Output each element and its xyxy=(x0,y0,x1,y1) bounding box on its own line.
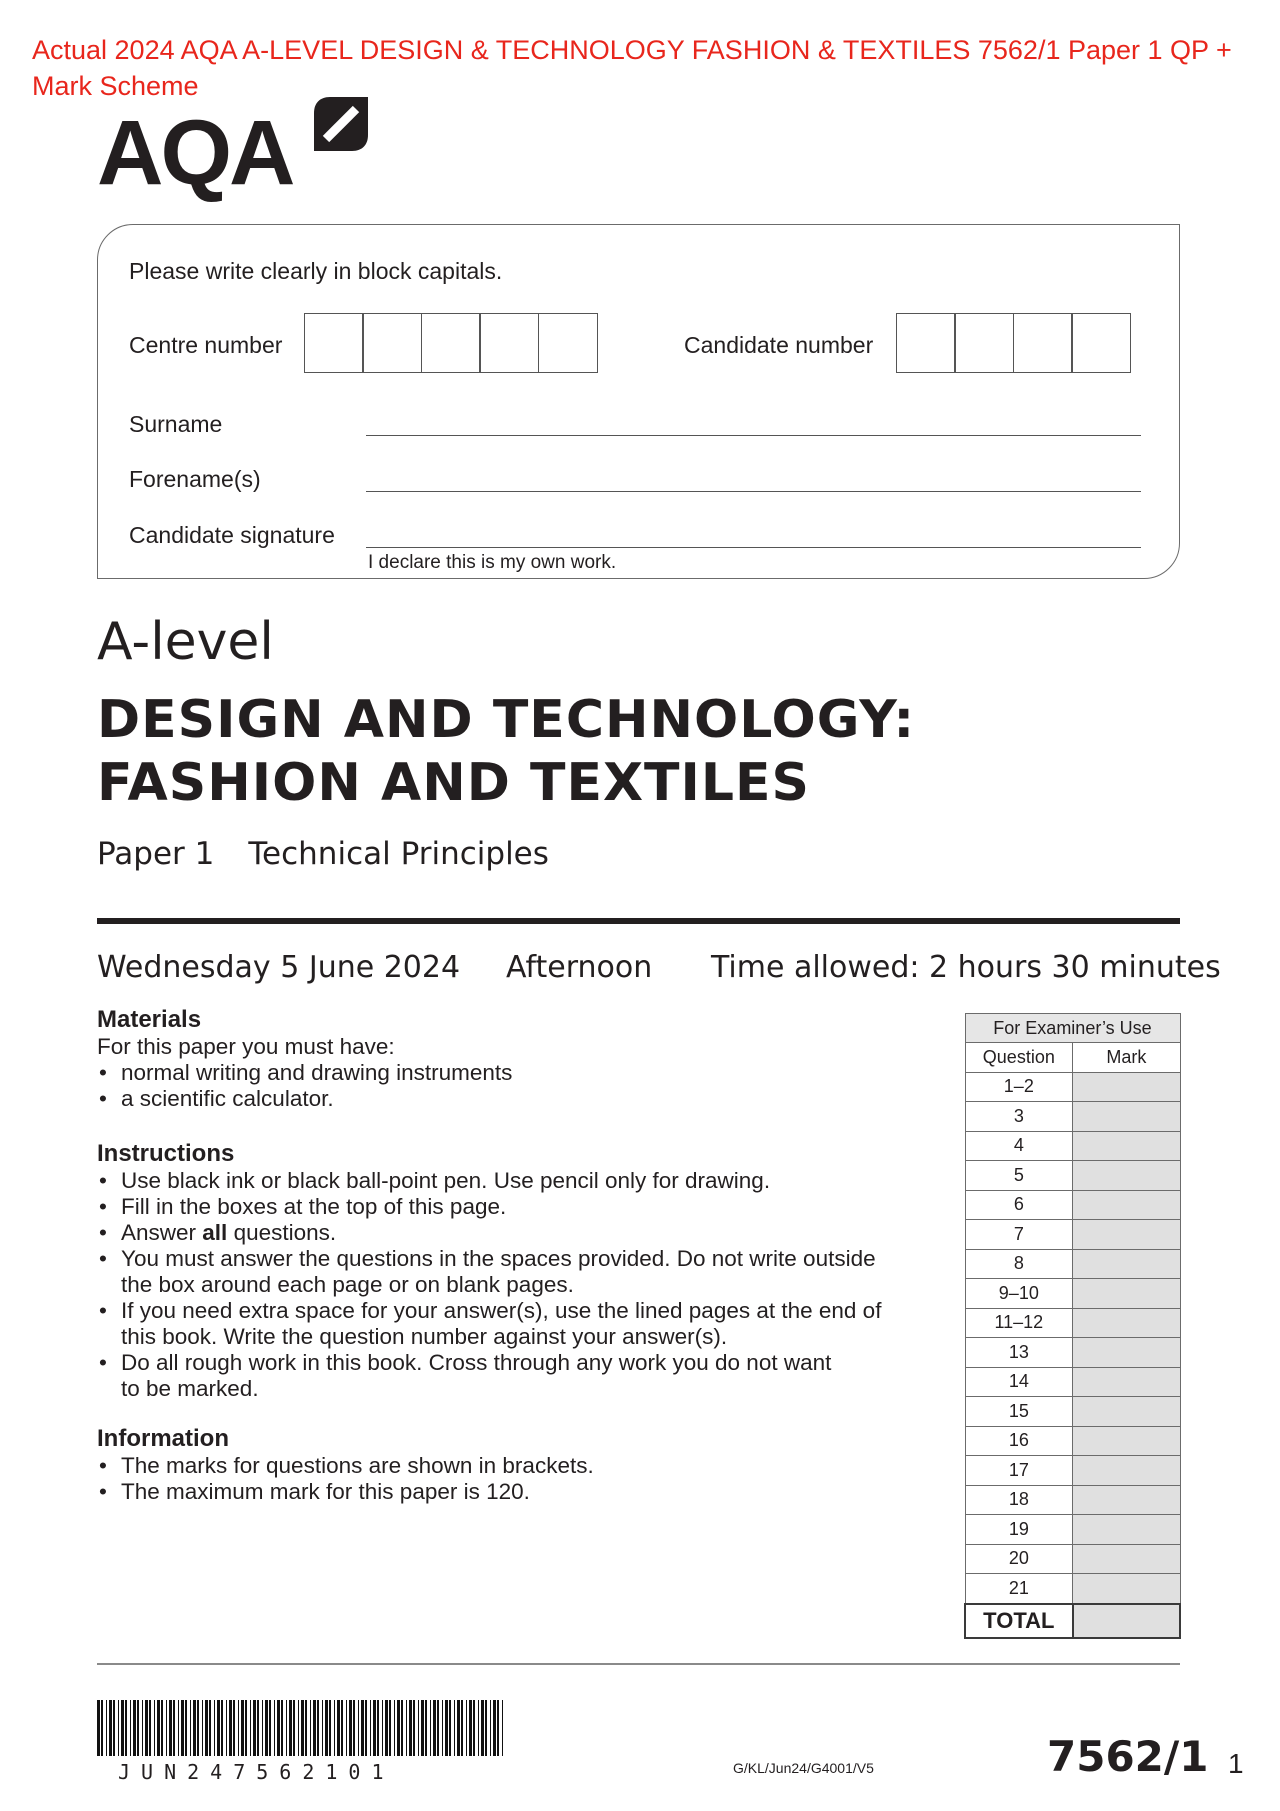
barcode-bar xyxy=(289,1700,292,1756)
barcode-bar xyxy=(385,1700,388,1756)
barcode-bar xyxy=(241,1700,244,1756)
centre-number-digit[interactable] xyxy=(479,313,539,373)
materials-section xyxy=(97,1006,947,1112)
footer-divider xyxy=(97,1663,1180,1665)
centre-number-digit[interactable] xyxy=(362,313,422,373)
barcode-bar xyxy=(373,1700,376,1756)
surname-field[interactable] xyxy=(366,435,1141,436)
list-item: • The maximum mark for this paper is 120. xyxy=(97,1479,947,1505)
surname-label: Surname xyxy=(129,411,223,437)
centre-number-boxes[interactable] xyxy=(305,313,598,373)
table-row xyxy=(965,1220,1180,1250)
question-cell: 13 xyxy=(965,1338,1073,1368)
table-row xyxy=(965,1072,1180,1102)
barcode-bar xyxy=(490,1700,491,1756)
barcode-bar xyxy=(217,1700,220,1756)
barcode-bar xyxy=(493,1700,496,1756)
barcode-bar xyxy=(166,1700,167,1756)
subject-title-line1: DESIGN AND TECHNOLOGY: xyxy=(97,690,916,750)
barcode-bar xyxy=(202,1700,203,1756)
signature-label: Candidate signature xyxy=(129,522,335,548)
mark-cell[interactable] xyxy=(1073,1308,1180,1338)
question-cell: 5 xyxy=(965,1161,1073,1191)
barcode-bar xyxy=(178,1700,179,1756)
barcode-bar xyxy=(106,1700,107,1756)
question-cell: 11–12 xyxy=(965,1308,1073,1338)
mark-cell[interactable] xyxy=(1073,1279,1180,1309)
mark-cell[interactable] xyxy=(1073,1249,1180,1279)
paper-code: 7562/1 xyxy=(1047,1732,1209,1781)
barcode-bar xyxy=(481,1700,484,1756)
barcode-bar xyxy=(389,1700,391,1756)
barcode-bar xyxy=(337,1700,340,1756)
candidate-details-box xyxy=(97,224,1180,579)
table-row xyxy=(965,1367,1180,1397)
barcode-bar xyxy=(301,1700,304,1756)
list-item: • The marks for questions are shown in brackets. xyxy=(97,1453,947,1479)
exam-session: Afternoon xyxy=(506,950,653,985)
document-banner: Actual 2024 AQA A-LEVEL DESIGN & TECHNOLOGY FASHION & TEXTILES 7562/1 Paper 1 QP + Mark Scheme xyxy=(32,35,1232,101)
mark-cell[interactable] xyxy=(1073,1338,1180,1368)
mark-cell[interactable] xyxy=(1073,1485,1180,1515)
barcode-bar xyxy=(286,1700,287,1756)
candidate-number-boxes[interactable] xyxy=(897,313,1131,373)
barcode-bar xyxy=(298,1700,299,1756)
barcode-bar xyxy=(445,1700,448,1756)
instructions-list xyxy=(97,1168,947,1402)
barcode-bar xyxy=(181,1700,184,1756)
question-cell: 19 xyxy=(965,1515,1073,1545)
barcode-bar xyxy=(346,1700,347,1756)
barcode-bar xyxy=(190,1700,191,1756)
time-allowed: Time allowed: 2 hours 30 minutes xyxy=(711,950,1221,985)
barcode-bar xyxy=(109,1700,112,1756)
barcode-bar xyxy=(161,1700,163,1756)
barcode-bar xyxy=(341,1700,343,1756)
information-heading: Information xyxy=(97,1425,229,1452)
candidate-number-digit[interactable] xyxy=(1013,313,1073,373)
question-cell: 20 xyxy=(965,1544,1073,1574)
question-column-header: Question xyxy=(965,1043,1073,1073)
text-line: the box around each page or on blank pages. xyxy=(121,1272,574,1297)
text-line: If you need extra space for your answer(s), use the lined pages at the end of xyxy=(121,1298,882,1323)
barcode-bar xyxy=(142,1700,143,1756)
barcode xyxy=(97,1700,507,1766)
information-list xyxy=(97,1453,947,1505)
barcode-bar xyxy=(185,1700,187,1756)
barcode-bar xyxy=(397,1700,400,1756)
candidate-number-label: Candidate number xyxy=(684,332,874,358)
question-cell: 3 xyxy=(965,1102,1073,1132)
barcode-bar xyxy=(233,1700,235,1756)
text-line: to be marked. xyxy=(121,1376,259,1401)
barcode-bar xyxy=(310,1700,311,1756)
mark-cell[interactable] xyxy=(1073,1397,1180,1427)
list-item xyxy=(97,1298,947,1350)
barcode-bar xyxy=(370,1700,371,1756)
barcode-bar xyxy=(193,1700,196,1756)
barcode-bar xyxy=(430,1700,431,1756)
barcode-bar xyxy=(154,1700,155,1756)
mark-cell[interactable] xyxy=(1073,1426,1180,1456)
barcode-bar xyxy=(317,1700,319,1756)
barcode-bar xyxy=(502,1700,503,1756)
barcode-bar xyxy=(157,1700,160,1756)
aqa-logo xyxy=(97,95,377,204)
barcode-bar xyxy=(281,1700,283,1756)
barcode-bar xyxy=(205,1700,208,1756)
paper-number: Paper 1 xyxy=(97,836,215,872)
barcode-bar xyxy=(418,1700,419,1756)
barcode-bar xyxy=(353,1700,355,1756)
qualification-level: A-level xyxy=(97,612,274,672)
question-cell: 7 xyxy=(965,1220,1073,1250)
materials-heading: Materials xyxy=(97,1006,202,1033)
table-row xyxy=(965,1515,1180,1545)
subject-title-line2: FASHION AND TEXTILES xyxy=(97,753,810,813)
forenames-field[interactable] xyxy=(366,491,1141,492)
barcode-bar xyxy=(265,1700,268,1756)
barcode-bar xyxy=(329,1700,331,1756)
materials-list xyxy=(97,1060,947,1112)
forenames-label: Forename(s) xyxy=(129,466,261,492)
candidate-number-digit[interactable] xyxy=(1071,313,1131,373)
emphasis-all: all xyxy=(202,1220,228,1245)
instructions-heading: Instructions xyxy=(97,1140,235,1167)
table-row xyxy=(965,1456,1180,1486)
barcode-bar xyxy=(478,1700,479,1756)
barcode-bar xyxy=(257,1700,259,1756)
question-cell: 21 xyxy=(965,1574,1073,1604)
barcode-bar xyxy=(377,1700,379,1756)
text-fragment: questions. xyxy=(227,1220,337,1245)
table-row xyxy=(965,1279,1180,1309)
list-item xyxy=(97,1350,947,1402)
barcode-bar xyxy=(269,1700,271,1756)
barcode-bar xyxy=(406,1700,407,1756)
centre-number-digit[interactable] xyxy=(421,313,481,373)
table-row xyxy=(965,1161,1180,1191)
barcode-bar xyxy=(401,1700,403,1756)
barcode-bar xyxy=(425,1700,427,1756)
table-row xyxy=(965,1102,1180,1132)
barcode-bar xyxy=(293,1700,295,1756)
barcode-bar xyxy=(274,1700,275,1756)
total-label: TOTAL xyxy=(965,1604,1073,1638)
barcode-bar xyxy=(238,1700,239,1756)
barcode-bar xyxy=(113,1700,115,1756)
barcode-bar xyxy=(365,1700,367,1756)
barcode-bar xyxy=(454,1700,455,1756)
aqa-logo-mark-icon xyxy=(312,95,370,153)
barcode-bar xyxy=(409,1700,412,1756)
list-item: • Use black ink or black ball-point pen. Use pencil only for drawing. xyxy=(97,1168,947,1194)
table-row xyxy=(965,1249,1180,1279)
question-cell: 4 xyxy=(965,1131,1073,1161)
barcode-bar xyxy=(121,1700,124,1756)
list-item xyxy=(97,1220,947,1246)
barcode-bar xyxy=(137,1700,139,1756)
question-cell: 15 xyxy=(965,1397,1073,1427)
materials-intro: For this paper you must have: xyxy=(97,1034,395,1059)
table-row xyxy=(965,1397,1180,1427)
barcode-bar xyxy=(433,1700,436,1756)
list-item: • a scientific calculator. xyxy=(97,1086,947,1112)
barcode-bar xyxy=(358,1700,359,1756)
barcode-bar xyxy=(322,1700,323,1756)
mark-cell[interactable] xyxy=(1073,1515,1180,1545)
question-cell: 6 xyxy=(965,1190,1073,1220)
barcode-bar xyxy=(125,1700,127,1756)
barcode-bar xyxy=(277,1700,280,1756)
barcode-bar xyxy=(229,1700,232,1756)
table-row xyxy=(965,1426,1180,1456)
barcode-bar xyxy=(497,1700,499,1756)
exam-date: Wednesday 5 June 2024 xyxy=(97,950,461,985)
barcode-bar xyxy=(245,1700,247,1756)
candidate-number-digit[interactable] xyxy=(896,313,956,373)
mark-cell[interactable] xyxy=(1073,1220,1180,1250)
table-row xyxy=(965,1485,1180,1515)
table-row xyxy=(965,1308,1180,1338)
total-row xyxy=(965,1604,1180,1638)
barcode-bar xyxy=(349,1700,352,1756)
barcode-bar xyxy=(457,1700,460,1756)
table-row xyxy=(965,1544,1180,1574)
barcode-bar xyxy=(149,1700,151,1756)
question-cell: 14 xyxy=(965,1367,1073,1397)
barcode-bar xyxy=(461,1700,463,1756)
barcode-bar xyxy=(145,1700,148,1756)
total-mark-cell[interactable] xyxy=(1073,1604,1180,1638)
barcode-bar xyxy=(473,1700,475,1756)
barcode-bar xyxy=(442,1700,443,1756)
examiner-use-table xyxy=(964,1013,1181,1639)
mark-cell[interactable] xyxy=(1073,1456,1180,1486)
barcode-bar xyxy=(226,1700,227,1756)
signature-field[interactable] xyxy=(366,547,1141,548)
barcode-bar xyxy=(466,1700,467,1756)
mark-cell[interactable] xyxy=(1073,1131,1180,1161)
barcode-digits: JUN247562101 xyxy=(118,1760,395,1784)
table-row xyxy=(965,1574,1180,1604)
question-cell: 9–10 xyxy=(965,1279,1073,1309)
centre-number-label: Centre number xyxy=(129,332,283,358)
centre-number-digit[interactable] xyxy=(538,313,598,373)
paper-title xyxy=(97,836,549,872)
barcode-bar xyxy=(305,1700,307,1756)
page-number: 1 xyxy=(1228,1748,1244,1779)
barcode-bar xyxy=(221,1700,223,1756)
barcode-bar xyxy=(214,1700,215,1756)
declaration-text: I declare this is my own work. xyxy=(368,552,617,573)
question-cell: 16 xyxy=(965,1426,1073,1456)
barcode-bar xyxy=(394,1700,395,1756)
logo-text: AQA xyxy=(97,102,293,204)
barcode-bar xyxy=(413,1700,415,1756)
barcode-bar xyxy=(97,1700,100,1756)
question-cell: 1–2 xyxy=(965,1072,1073,1102)
barcode-bar xyxy=(262,1700,263,1756)
text-line: this book. Write the question number against your answer(s). xyxy=(121,1324,728,1349)
barcode-bar xyxy=(437,1700,439,1756)
table-row xyxy=(965,1131,1180,1161)
barcode-bar xyxy=(313,1700,316,1756)
paper-subtitle: Technical Principles xyxy=(248,836,549,872)
barcode-bar xyxy=(197,1700,199,1756)
heading-divider xyxy=(97,918,1180,924)
text-line: You must answer the questions in the spaces provided. Do not write outside xyxy=(121,1246,876,1271)
barcode-bar xyxy=(449,1700,451,1756)
barcode-bar xyxy=(421,1700,424,1756)
question-cell: 17 xyxy=(965,1456,1073,1486)
barcode-bar xyxy=(133,1700,136,1756)
mark-column-header: Mark xyxy=(1073,1043,1180,1073)
mark-cell[interactable] xyxy=(1073,1367,1180,1397)
centre-number-digit[interactable] xyxy=(304,313,364,373)
examiner-table-title: For Examiner’s Use xyxy=(965,1014,1180,1043)
instructions-section xyxy=(97,1140,947,1402)
mark-cell[interactable] xyxy=(1073,1072,1180,1102)
barcode-bar xyxy=(173,1700,175,1756)
barcode-bar xyxy=(209,1700,211,1756)
barcode-bar xyxy=(250,1700,251,1756)
mark-cell[interactable] xyxy=(1073,1574,1180,1604)
information-section xyxy=(97,1425,947,1505)
mark-cell[interactable] xyxy=(1073,1102,1180,1132)
mark-cell[interactable] xyxy=(1073,1161,1180,1191)
barcode-bar xyxy=(253,1700,256,1756)
list-item: • normal writing and drawing instruments xyxy=(97,1060,947,1086)
barcode-bar xyxy=(334,1700,335,1756)
barcode-bar xyxy=(130,1700,131,1756)
barcode-bar xyxy=(382,1700,383,1756)
barcode-bar xyxy=(469,1700,472,1756)
block-capitals-instruction: Please write clearly in block capitals. xyxy=(129,258,503,284)
barcode-bar xyxy=(118,1700,119,1756)
candidate-number-digit[interactable] xyxy=(954,313,1014,373)
question-cell: 8 xyxy=(965,1249,1073,1279)
list-item xyxy=(97,1246,947,1298)
document-reference: G/KL/Jun24/G4001/V5 xyxy=(733,1760,874,1776)
barcode-bar xyxy=(485,1700,487,1756)
mark-cell[interactable] xyxy=(1073,1544,1180,1574)
table-row xyxy=(965,1190,1180,1220)
barcode-bar xyxy=(169,1700,172,1756)
text-fragment: Answer xyxy=(121,1220,203,1245)
mark-cell[interactable] xyxy=(1073,1190,1180,1220)
barcode-bar xyxy=(325,1700,328,1756)
list-item: • Fill in the boxes at the top of this page. xyxy=(97,1194,947,1220)
barcode-bar xyxy=(361,1700,364,1756)
barcode-bar xyxy=(101,1700,103,1756)
question-cell: 18 xyxy=(965,1485,1073,1515)
text-line: Do all rough work in this book. Cross through any work you do not want xyxy=(121,1350,832,1375)
table-row xyxy=(965,1338,1180,1368)
